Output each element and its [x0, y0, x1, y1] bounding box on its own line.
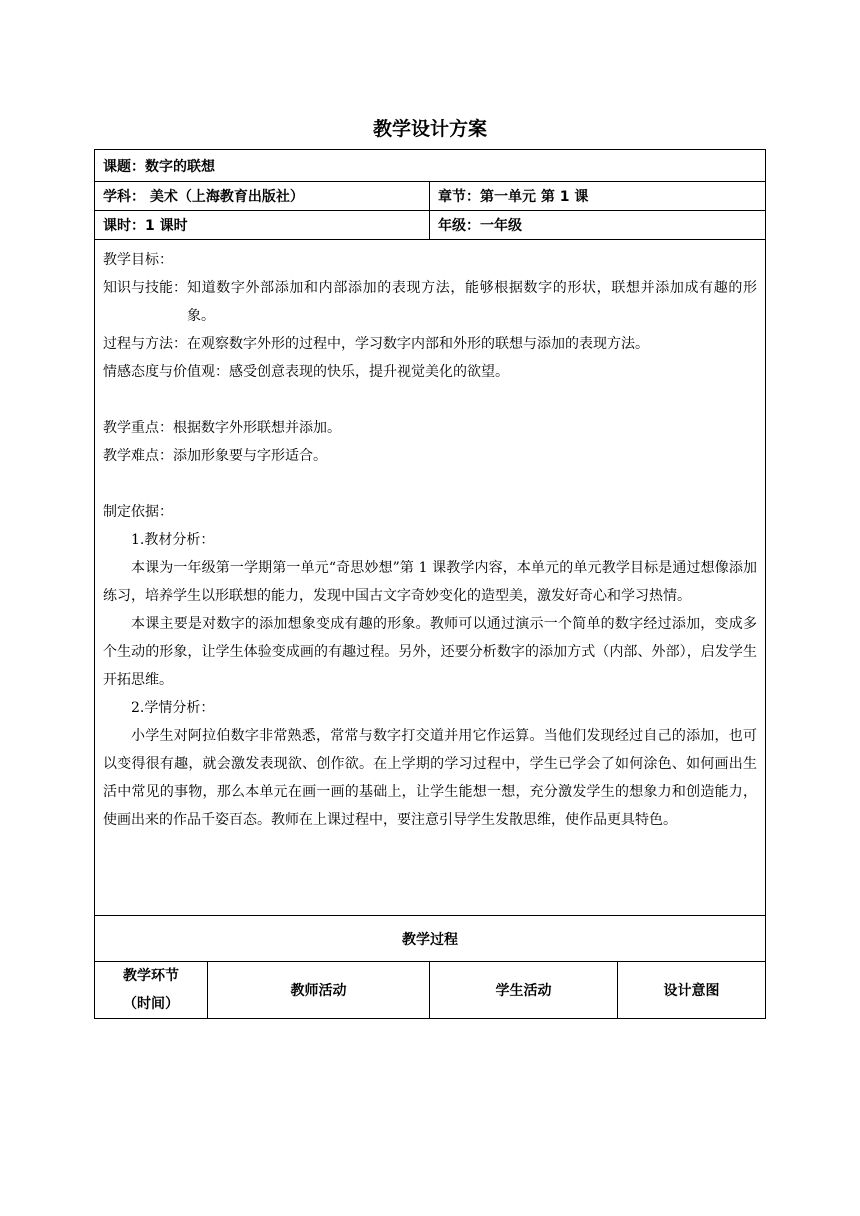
content-row	[95, 240, 765, 916]
process-heading: 教学过程	[402, 931, 458, 948]
objective-label: 过程与方法：	[103, 336, 187, 352]
analysis2-heading: 2.学情分析：	[131, 700, 215, 716]
hours-row	[95, 211, 765, 240]
analysis1-paragraph: 本课为一年级第一学期第一单元“奇思妙想”第 1 课教学内容，本单元的单元教学目标是通过想像添加练习，培养学生以形联想的能力，发现中国古文字奇妙变化的造型美，激发好奇心和学习热情。	[103, 560, 757, 604]
column-teacher	[207, 962, 429, 1018]
analysis1-paragraph: 本课主要是对数字的添加想象变成有趣的形象。教师可以通过演示一个简单的数字经过添加，变成多个生动的形象，让学生体验变成画的有趣过程。另外，还要分析数字的添加方式（内部、外部），启发学生开拓思维。	[103, 616, 757, 688]
column-teacher-label: 教师活动	[290, 983, 347, 999]
objective-text: 知道数字外部添加和内部添加的表现方法，能够根据数字的形状，联想并添加成有趣的形象。	[187, 280, 757, 324]
objective-label: 知识与技能：	[103, 280, 187, 296]
key-point: 教学重点：根据数字外形联想并添加。	[103, 420, 341, 436]
objectives-heading: 教学目标：	[103, 252, 173, 268]
content-cell	[95, 240, 765, 834]
grade-cell: 年级：一年级	[429, 211, 765, 239]
column-stage	[95, 962, 207, 1018]
topic-row	[95, 150, 765, 182]
difficult-point: 教学难点：添加形象要与字形适合。	[103, 448, 327, 464]
objective-text: 在观察数字外形的过程中，学习数字内部和外形的联想与添加的表现方法。	[187, 336, 649, 352]
column-student	[429, 962, 617, 1018]
column-intent	[617, 962, 765, 1018]
column-stage-label: 教学环节	[123, 968, 179, 984]
column-student-label: 学生活动	[495, 983, 552, 999]
analysis2-paragraph: 小学生对阿拉伯数字非常熟悉，常常与数字打交道并用它作运算。当他们发现经过自己的添加，也可以变得很有趣，就会激发表现欲、创作欲。在上学期的学习过程中，学生已学会了如何涂色、如何画出生活中常见的事物，那么本单元在画一画的基础上，让学生能想一想，充分激发学生的想象力和创造能力，使画出来的作品千姿百态。教师在上课过程中，要注意引导学生发散思维，使作品更具特色。	[103, 728, 757, 828]
basis-heading: 制定依据：	[103, 504, 173, 520]
objective-process	[103, 330, 757, 358]
process-heading-row	[95, 916, 765, 962]
chapter-cell: 章节：第一单元 第 1 课	[429, 182, 765, 210]
process-columns-row	[95, 962, 765, 1018]
lesson-plan-table	[94, 149, 766, 1019]
topic-cell: 课题：数字的联想	[103, 158, 215, 175]
column-intent-label: 设计意图	[663, 983, 720, 999]
subject-cell: 学科： 美术（上海教育出版社）	[103, 189, 304, 205]
objective-label: 情感态度与价值观：	[103, 364, 229, 380]
objective-text: 感受创意表现的快乐，提升视觉美化的欲望。	[229, 364, 509, 380]
document-title: 教学设计方案	[372, 118, 487, 140]
analysis1-heading: 1.教材分析：	[131, 532, 215, 548]
objective-knowledge	[103, 274, 757, 330]
subject-row	[95, 182, 765, 211]
column-stage-time: （时间）	[123, 996, 179, 1012]
objective-emotion	[103, 358, 757, 386]
hours-cell: 课时：1 课时	[103, 218, 188, 234]
